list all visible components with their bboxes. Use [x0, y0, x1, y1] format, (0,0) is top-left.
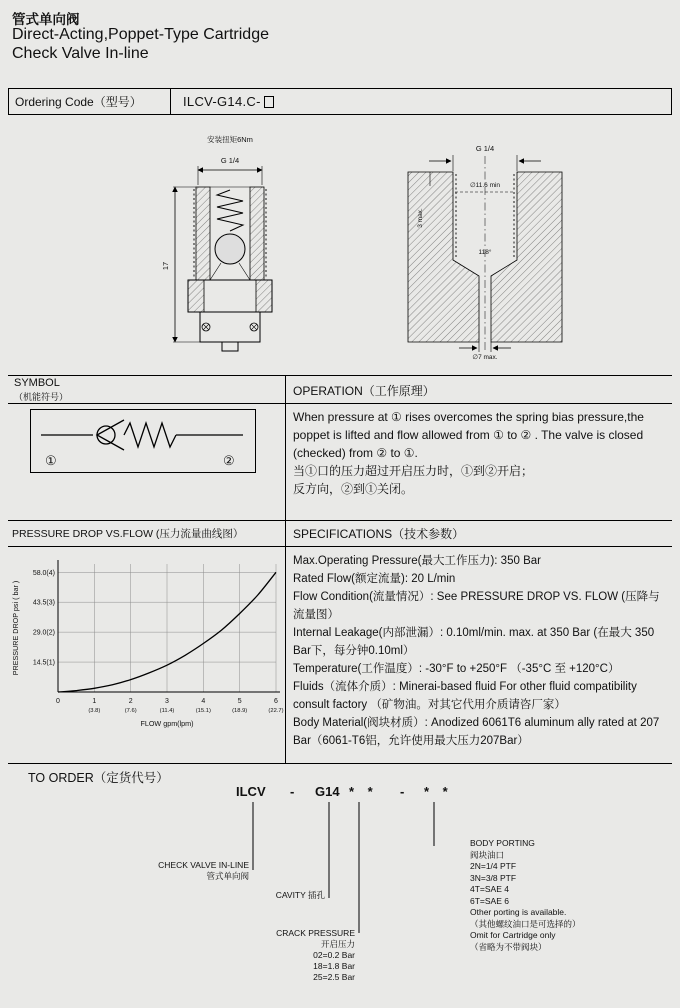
text-line: Max.Operating Pressure(最大工作压力): 350 Bar	[293, 555, 541, 567]
divider	[8, 403, 672, 404]
pressure-flow-chart	[8, 550, 284, 760]
text-line: 25=2.5 Bar	[313, 972, 355, 982]
pressure-flow-chart-svg	[8, 550, 284, 760]
x-tick-lpm-label: (18.9)	[232, 708, 248, 714]
code-part-dash2: -	[400, 784, 405, 799]
text-line: Omit for Cartridge only	[470, 930, 556, 940]
divider	[8, 763, 672, 764]
cavity-angle-label: 118°	[478, 249, 492, 256]
cavity-dia-max-label: ∅7 max.	[472, 354, 498, 360]
page-title-en-line2: Check Valve In-line	[12, 45, 149, 62]
x-tick-lpm-label: (22.7)	[268, 708, 284, 714]
code-part-cavity: G14	[315, 784, 340, 799]
crack-options	[231, 950, 355, 983]
page-title-cn: 管式单向阀	[12, 12, 80, 27]
text-line: 2N=1/4 PTF	[470, 861, 517, 871]
cartridge-section-drawing	[135, 130, 325, 375]
body-porting-label	[470, 838, 670, 953]
check-valve-symbol	[31, 410, 255, 472]
body-porting-subtitle: 阀块油口	[470, 849, 505, 860]
x-tick-label: 0	[56, 698, 60, 705]
x-tick-lpm-label: (3.8)	[88, 708, 101, 714]
operation-paragraph-cn1: 当①口的压力超过开启压力时，①到②开启；	[293, 464, 534, 478]
x-tick-label: 6	[274, 698, 278, 705]
text-line: 02=0.2 Bar	[313, 950, 355, 960]
ordering-code-breakdown	[0, 784, 680, 800]
y-tick-label: 58.0(4)	[32, 569, 55, 577]
crack-pressure-title: CRACK PRESSURE	[276, 928, 355, 938]
symbol-spring	[124, 423, 176, 447]
x-tick-lpm-label: (15.1)	[195, 708, 211, 714]
symbol-section-title: SYMBOL	[14, 377, 60, 389]
x-tick-label: 1	[92, 698, 97, 705]
cavity-drawing	[380, 140, 590, 360]
text-line: 6T=SAE 6	[470, 895, 509, 906]
x-axis-label: FLOW gpm(lpm)	[140, 719, 194, 728]
torque-note: 安装扭矩6Nm	[207, 135, 253, 144]
divider	[8, 546, 672, 547]
symbol-ball	[97, 426, 115, 444]
text-line: （其他螺纹油口是可选择的）	[470, 918, 581, 929]
spec-list	[293, 552, 669, 750]
pressure-drop-section-title: PRESSURE DROP VS.FLOW (压力流量曲线图）	[12, 528, 244, 540]
check-valve-label-cn: 管式单向阀	[206, 871, 249, 881]
x-tick-lpm-label: (7.6)	[124, 708, 137, 714]
symbol-port-2: ②	[223, 453, 235, 468]
x-tick-label: 5	[237, 698, 242, 705]
cavity-label	[205, 890, 325, 901]
code-part-series: ILCV	[236, 784, 266, 799]
ordering-code-value	[171, 94, 274, 109]
x-tick-label: 2	[128, 698, 133, 705]
thread-dim-label: G 1/4	[220, 156, 240, 165]
text-line: （省略为不带阀块）	[470, 941, 547, 952]
hydraulic-symbol-box	[30, 409, 256, 473]
divider	[8, 375, 672, 376]
x-tick-label: 4	[201, 698, 206, 705]
cavity-thread-label: G 1/4	[475, 144, 495, 153]
body-porting-title: BODY PORTING	[470, 838, 535, 848]
x-tick-lpm-label: (11.4)	[159, 708, 175, 714]
text-line: 4T=SAE 4	[470, 884, 509, 894]
cavity-dia-min-label: ∅11.6 min	[469, 182, 501, 189]
poppet-ball	[215, 234, 245, 264]
specifications-section-title: SPECIFICATIONS（技术参数）	[293, 527, 465, 541]
text-line: 3N=3/8 PTF	[470, 872, 517, 883]
y-tick-label: 14.5(1)	[32, 659, 55, 667]
y-tick-label: 43.5(3)	[32, 599, 55, 607]
ordering-code-text: ILCV-G14.C-	[183, 94, 261, 109]
text-line: Temperature(工作温度）: -30°F to +250°F （-35°C 至 +120°C）	[293, 663, 620, 675]
cavity-label-text: CAVITY 插孔	[275, 890, 325, 900]
height-dim-label: 17	[161, 261, 170, 271]
ordering-code-blank-box	[264, 96, 274, 108]
text-line: Internal Leakage(内部泄漏）: 0.10ml/min. max. at 350 Bar (在最大 350 Bar下，每分钟0.10ml）	[293, 627, 655, 657]
x-tick-label: 3	[165, 698, 169, 705]
symbol-port-1: ①	[45, 453, 57, 468]
code-part-porting: * *	[424, 784, 453, 799]
text-line: 18=1.8 Bar	[313, 961, 355, 971]
text-line: Other porting is available.	[470, 907, 567, 917]
symbol-section-subtitle: （机能符号）	[14, 392, 69, 402]
column-divider	[285, 375, 286, 763]
code-part-crack-pressure: * *	[349, 784, 378, 799]
cavity-depth-label: 3 max.	[417, 208, 424, 228]
ordering-code-bar	[8, 88, 672, 115]
crack-pressure-label	[231, 928, 355, 983]
operation-text	[293, 408, 667, 498]
text-line: Flow Condition(流量情况）: See PRESSURE DROP VS. FLOW (压降与流量图）	[293, 591, 660, 621]
operation-paragraph-en: When pressure at ① rises overcomes the spring bias pressure,the poppet is lifted and flow allowed from ① to ② . The valve is closed (checked) from ② to ①.	[293, 410, 644, 460]
page-title-en-line1: Direct-Acting,Poppet-Type Cartridge	[12, 26, 269, 43]
operation-section-title: OPERATION（工作原理）	[293, 384, 435, 398]
crack-pressure-subtitle: 开启压力	[320, 939, 355, 949]
code-part-dash: -	[290, 784, 295, 799]
check-valve-label-en: CHECK VALVE IN-LINE	[158, 860, 249, 870]
porting-options	[470, 861, 670, 907]
text-line: Body Material(阀块材质）: Anodized 6061T6 aluminum ally rated at 207 Bar（6061-T6铝，允许使用最大压力207Bar）	[293, 717, 660, 747]
y-axis-label: PRESSURE DROP psi ( bar )	[11, 580, 20, 676]
to-order-section-title: TO ORDER（定货代号）	[28, 771, 169, 785]
divider	[8, 520, 672, 521]
porting-notes	[470, 907, 670, 953]
y-tick-label: 29.0(2)	[32, 629, 55, 637]
check-valve-label	[99, 860, 249, 882]
operation-paragraph-cn2: 反方向，②到①关闭。	[293, 482, 414, 496]
text-line: Rated Flow(额定流量): 20 L/min	[293, 573, 456, 585]
ordering-code-label: Ordering Code（型号）	[9, 89, 171, 114]
text-line: Fluids（流体介质）: Minerai-based fluid For other fluid compatibility consult factory （矿物油。对其它代用介质请咨厂家）	[293, 681, 637, 711]
